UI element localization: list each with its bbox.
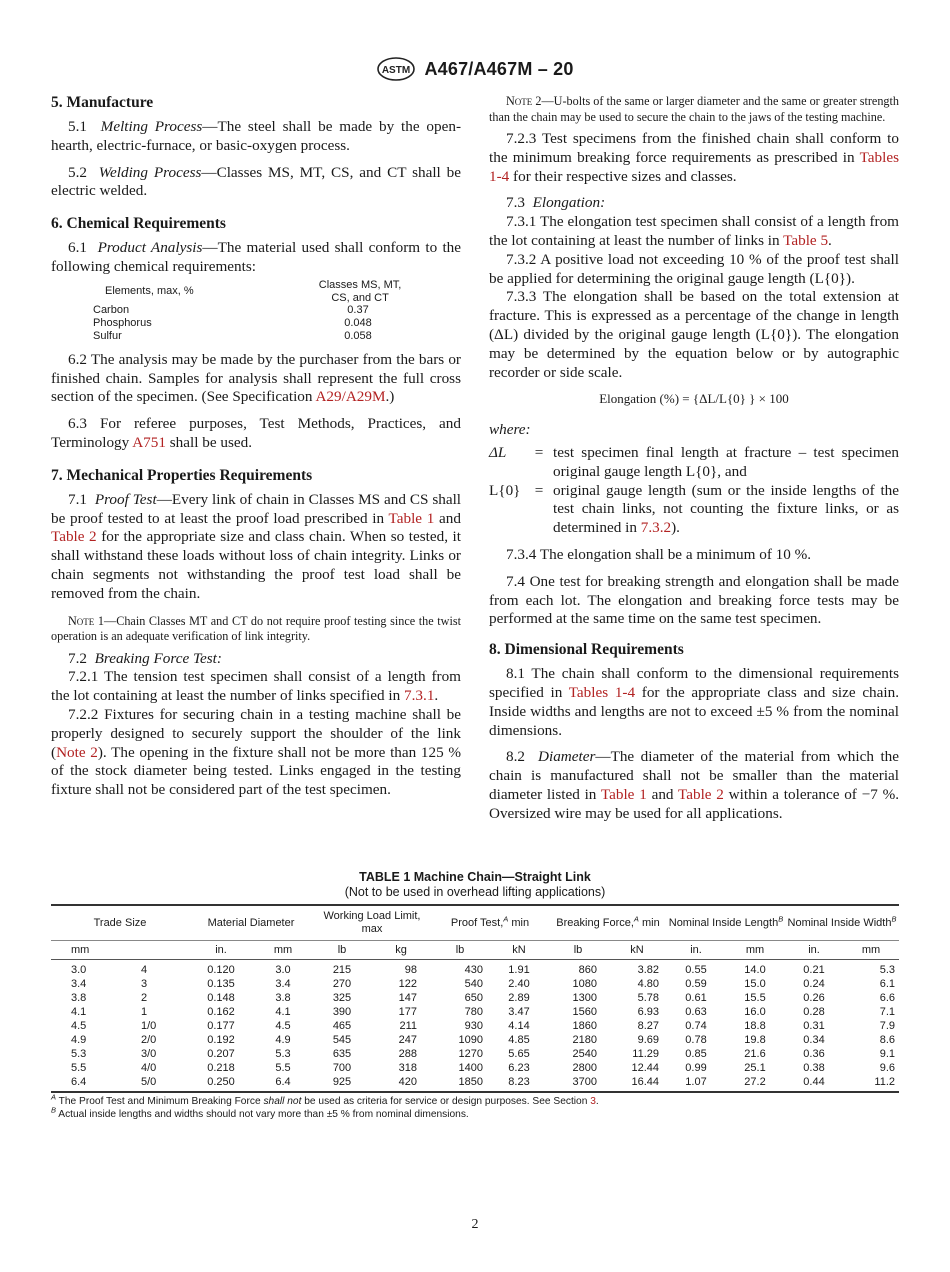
table-cell: 6.93 xyxy=(637,1006,659,1018)
section-8-heading: 8. Dimensional Requirements xyxy=(489,641,684,659)
table-row xyxy=(51,1075,899,1092)
paragraph-7-3-2: 7.3.2 A positive load not exceeding 10 % of the proof test shall be applied for determining the original gauge length (L{0}). xyxy=(489,250,899,287)
paragraph-6-1: 6.1 Product Analysis—The material used shall conform to the following chemical requirements: xyxy=(51,239,461,275)
table-cell: 650 xyxy=(464,992,483,1004)
table-cell: 0.148 xyxy=(207,992,235,1004)
table-cell: 6.6 xyxy=(879,992,895,1004)
table-cell: 18.8 xyxy=(744,1020,766,1032)
table-cell: 3/0 xyxy=(141,1048,157,1060)
table-cell: 1850 xyxy=(431,1075,489,1092)
table-cell: 0.177 xyxy=(207,1020,235,1032)
table-cell: 1400 xyxy=(458,1062,483,1074)
table-cell: 4 xyxy=(141,964,148,976)
table-cell: 1.91 xyxy=(508,964,530,976)
paragraph-7-3: 7.3 Elongation: xyxy=(506,194,606,212)
link-7-3-2[interactable]: 7.3.2 xyxy=(640,519,672,537)
astm-logo-icon xyxy=(376,56,416,82)
table-cell: 2.89 xyxy=(508,992,530,1004)
page-number: 2 xyxy=(471,1217,479,1232)
table-cell: 177 xyxy=(398,1006,417,1018)
table-cell: 11.29 xyxy=(632,1048,659,1060)
table-cell: 0.36 xyxy=(803,1048,825,1060)
right-column xyxy=(489,94,899,832)
header-trade-size: Trade Size xyxy=(51,905,189,941)
page-header xyxy=(0,56,950,82)
table-cell: 1080 xyxy=(572,978,597,990)
table-cell: 0.99 xyxy=(685,1062,707,1074)
table-cell: 5/0 xyxy=(129,1075,189,1092)
table-cell: 0.34 xyxy=(803,1034,825,1046)
table-cell: 5.65 xyxy=(508,1048,530,1060)
table-row xyxy=(51,960,899,978)
table-1-title: TABLE 1 Machine Chain—Straight Link xyxy=(359,870,591,884)
table-cell: 3.8 xyxy=(71,992,87,1004)
table-cell: 3.0 xyxy=(71,964,87,976)
table-row xyxy=(51,1061,899,1075)
table-cell: 635 xyxy=(332,1048,352,1060)
table-cell: 0.218 xyxy=(207,1062,235,1074)
section-6-heading: 6. Chemical Requirements xyxy=(51,215,226,233)
table-cell: 0.21 xyxy=(803,964,825,976)
where-label: where: xyxy=(489,421,531,439)
table-cell: 2 xyxy=(141,992,148,1004)
table-cell: 465 xyxy=(332,1020,352,1032)
link-tables-1-4[interactable]: Tables 1-4 xyxy=(568,683,636,701)
table-cell: 1090 xyxy=(458,1034,483,1046)
table-cell: 0.162 xyxy=(207,1006,235,1018)
table-1 xyxy=(51,870,899,1121)
table-cell: 2180 xyxy=(572,1034,597,1046)
table-cell: 5.3 xyxy=(879,964,895,976)
link-table-1[interactable]: Table 1 xyxy=(600,785,647,803)
table-cell: 122 xyxy=(398,978,417,990)
table-cell: 0.63 xyxy=(685,1006,707,1018)
link-table-2[interactable]: Table 2 xyxy=(51,528,97,546)
table-cell: 0.26 xyxy=(803,992,825,1004)
table-cell: 1270 xyxy=(458,1048,483,1060)
table-cell: 3.8 xyxy=(275,992,291,1004)
note-1: Note 1—Chain Classes MT and CT do not require proof testing since the twist operation is an adequate verification of link integrity. xyxy=(51,613,461,644)
table-cell: 1300 xyxy=(572,992,597,1004)
table-cell: 12.44 xyxy=(631,1062,659,1074)
table-cell: 270 xyxy=(332,978,352,990)
table-cell: 0.59 xyxy=(685,978,707,990)
table-cell: 2/0 xyxy=(141,1034,157,1046)
table-1-subtitle: (Not to be used in overhead lifting applications) xyxy=(344,885,606,899)
table-cell: 860 xyxy=(578,964,597,976)
table-cell: 11.2 xyxy=(843,1075,899,1092)
header-inside-length: Nominal Inside Length$^B$ xyxy=(667,905,785,941)
table-cell: 5.78 xyxy=(637,992,659,1004)
table-cell: 5.3 xyxy=(275,1048,291,1060)
link-tables-1-4[interactable]: Tables 1-4 xyxy=(489,148,899,185)
table-cell: 8.6 xyxy=(879,1034,895,1046)
link-table-5[interactable]: Table 5 xyxy=(783,231,829,249)
link-note-2[interactable]: Note 2 xyxy=(56,743,98,761)
table-cell: 3.0 xyxy=(275,964,291,976)
units-row: mm in. mm lb kg lb kN lb kN in. mm in. mm xyxy=(51,941,899,960)
left-column xyxy=(51,94,461,808)
table-cell: 925 xyxy=(313,1075,371,1092)
table-cell: 0.61 xyxy=(685,992,707,1004)
chem-row: Phosphorus 0.048 xyxy=(93,317,372,330)
paragraph-7-3-1: 7.3.1 The elongation test specimen shall consist of a length from the lot containing at least the number of links in Table 5. xyxy=(489,213,899,249)
table-cell: 545 xyxy=(332,1034,352,1046)
table-cell: 540 xyxy=(464,978,483,990)
table-cell: 0.135 xyxy=(207,978,235,990)
table-cell: 780 xyxy=(464,1006,483,1018)
table-cell: 2800 xyxy=(572,1062,597,1074)
paragraph-7-2-2: 7.2.2 Fixtures for securing chain in a testing machine shall be properly designed to securely support the shoulder of the link (Note 2). The opening in the fixture shall not be more than 125 % of the stock diameter being tested. Links engaged in the testing fixture shall not be considered part of the test specimen. xyxy=(51,705,461,799)
table-cell: 2.40 xyxy=(508,978,530,990)
table-cell: 3.47 xyxy=(508,1006,530,1018)
table-cell: 147 xyxy=(398,992,417,1004)
table-cell: 16.44 xyxy=(607,1075,667,1092)
table-cell: 0.74 xyxy=(685,1020,707,1032)
table-cell: 0.31 xyxy=(803,1020,825,1032)
chem-row: Carbon 0.37 xyxy=(93,304,369,317)
table-cell: 4/0 xyxy=(141,1062,157,1074)
table-cell: 0.85 xyxy=(685,1048,707,1060)
table-row xyxy=(51,1019,899,1033)
table-cell: 700 xyxy=(332,1062,352,1074)
table-cell: 3700 xyxy=(549,1075,607,1092)
table-cell: 14.0 xyxy=(744,964,766,976)
paragraph-7-4: 7.4 One test for breaking strength and elongation shall be made from each lot. The elongation and breaking force tests may be performed at the same time on the same test specimen. xyxy=(489,572,899,628)
table-cell: 1/0 xyxy=(141,1020,157,1032)
table-cell: 1 xyxy=(141,1006,148,1018)
chem-row: Sulfur 0.058 xyxy=(93,329,372,342)
table-cell: 215 xyxy=(332,964,352,976)
link-table-2[interactable]: Table 2 xyxy=(678,785,724,803)
table-row xyxy=(51,1005,899,1019)
table-cell: 0.24 xyxy=(803,978,825,990)
table-cell: 0.28 xyxy=(803,1006,825,1018)
table-cell: 1560 xyxy=(572,1006,597,1018)
link-a751[interactable]: A751 xyxy=(132,433,166,451)
paragraph-7-3-4: 7.3.4 The elongation shall be a minimum of 10 %. xyxy=(506,545,812,563)
table-cell: 247 xyxy=(398,1034,417,1046)
section-5-heading: 5. Manufacture xyxy=(51,94,154,111)
paragraph-5-2: 5.2 Welding Process—Classes MS, MT, CS, and CT shall be electric welded. xyxy=(51,163,461,200)
table-cell: 4.5 xyxy=(275,1020,291,1032)
table-cell: 15.0 xyxy=(744,978,766,990)
table-cell: 325 xyxy=(332,992,352,1004)
definition-l0: L{0} = original gauge length (sum or the inside lengths of the test chain links, not counting the fixture links, or as determined in 7.3.2). xyxy=(489,481,899,537)
header-working-load-limit: Working Load Limit, max xyxy=(313,905,431,941)
table-row xyxy=(51,1033,899,1047)
table-cell: 3.4 xyxy=(275,978,291,990)
svg-text:ASTM: ASTM xyxy=(382,65,411,76)
table-cell: 1860 xyxy=(572,1020,597,1032)
link-a29[interactable]: A29/A29M xyxy=(315,388,386,406)
table-cell: 930 xyxy=(464,1020,483,1032)
table-cell: 9.1 xyxy=(879,1048,895,1060)
table-cell: 2540 xyxy=(572,1048,597,1060)
table-cell: 0.192 xyxy=(207,1034,235,1046)
table-cell: 6.1 xyxy=(879,978,895,990)
table-cell: 0.38 xyxy=(803,1062,825,1074)
paragraph-7-2-1: 7.2.1 The tension test specimen shall consist of a length from the lot containing at least the number of links specified in 7.3.1. xyxy=(51,668,461,705)
table-cell: 21.6 xyxy=(744,1048,766,1060)
table-cell: 5.5 xyxy=(275,1062,291,1074)
header-proof-test: Proof Test,$^A$ min xyxy=(431,905,549,941)
table-cell: 9.6 xyxy=(879,1062,895,1074)
table-cell: 5.3 xyxy=(71,1048,87,1060)
table-cell: 4.14 xyxy=(508,1020,530,1032)
chem-header-elements: Elements, max, % xyxy=(105,284,194,297)
link-7-3-1[interactable]: 7.3.1 xyxy=(404,687,435,705)
table-cell: 27.2 xyxy=(725,1075,785,1092)
table-cell: 420 xyxy=(371,1075,431,1092)
paragraph-8-2: 8.2 Diameter—The diameter of the material from which the chain is manufactured shall not be smaller than the material diameter listed in Table 1 and Table 2 within a tolerance of −7 %. Oversized wire may be used for all applications. xyxy=(489,748,900,822)
paragraph-7-3-3: 7.3.3 The elongation shall be based on the total extension at fracture. This is expressed as a percentage of the change in length (ΔL) divided by the original gauge length (L{0}). The elongation may be determined by the equation below or by autographic recorder or side scale. xyxy=(489,288,899,381)
table-cell: 211 xyxy=(399,1020,417,1032)
table-cell: 390 xyxy=(332,1006,352,1018)
paragraph-7-1: 7.1 Proof Test—Every link of chain in Classes MS and CS shall be proof tested to at least the proof load prescribed in Table 1 and Table 2 for the appropriate size and class chain. When so tested, it shall withstand these loads without loss of chain integrity. Links or chain segments not withstanding the proof test load shall be removed from the chain. xyxy=(51,490,462,602)
table-cell: 6.23 xyxy=(508,1062,530,1074)
document-designation: A467/A467M – 20 xyxy=(424,58,574,79)
table-cell: 0.207 xyxy=(207,1048,235,1060)
table-cell: 4.85 xyxy=(508,1034,530,1046)
paragraph-8-1: 8.1 The chain shall conform to the dimensional requirements specified in Tables 1-4 for the appropriate class and size chain. Inside widths and lengths are not to exceed ±5 % from the nominal dimensions. xyxy=(489,665,899,739)
table-cell: 1.07 xyxy=(667,1075,725,1092)
paragraph-5-1: 5.1 Melting Process—The steel shall be made by the open-hearth, electric-furnace, or basic-oxygen process. xyxy=(51,118,462,154)
table-cell: 25.1 xyxy=(744,1062,766,1074)
table-cell: 8.23 xyxy=(489,1075,549,1092)
table-cell: 0.44 xyxy=(785,1075,843,1092)
table-cell: 0.250 xyxy=(189,1075,253,1092)
table-cell: 4.9 xyxy=(71,1034,87,1046)
elongation-formula: Elongation (%) = {ΔL/L{0} } × 100 xyxy=(599,391,789,407)
definition-delta-l: ΔL = test specimen final length at fracture – test specimen original gauge length L{0}, and xyxy=(489,443,899,480)
section-7-heading: 7. Mechanical Properties Requirements xyxy=(51,466,313,484)
table-cell: 0.120 xyxy=(207,964,235,976)
table-cell: 3.82 xyxy=(637,964,659,976)
table-cell: 7.1 xyxy=(879,1006,895,1018)
table-cell: 6.4 xyxy=(253,1075,313,1092)
table-cell: 98 xyxy=(404,964,417,976)
table-cell: 430 xyxy=(464,964,483,976)
header-inside-width: Nominal Inside Width$^B$ xyxy=(785,905,899,941)
header-material-diameter: Material Diameter xyxy=(189,905,313,941)
table-cell: 3 xyxy=(141,978,148,990)
table-cell: 4.5 xyxy=(71,1020,87,1032)
chemical-requirements-table xyxy=(93,279,413,343)
table-cell: 0.78 xyxy=(685,1034,707,1046)
link-table-1[interactable]: Table 1 xyxy=(388,509,435,527)
table-cell: 8.27 xyxy=(637,1020,659,1032)
table-cell: 0.55 xyxy=(685,964,707,976)
table-cell: 9.69 xyxy=(637,1034,659,1046)
table-row xyxy=(51,977,899,991)
table-cell: 3.4 xyxy=(71,978,87,990)
table-cell: 6.4 xyxy=(51,1075,129,1092)
paragraph-6-2: 6.2 The analysis may be made by the purchaser from the bars or finished chain. Samples for analysis shall represent the full cross section of the specimen. (See Specification A29/A29M.) xyxy=(51,350,461,406)
table-1-footnotes xyxy=(51,1092,899,1121)
paragraph-7-2-3: 7.2.3 Test specimens from the finished chain shall conform to the minimum breaking force requirements as prescribed in Tables 1-4 for their respective sizes and classes. xyxy=(489,130,899,185)
header-breaking-force: Breaking Force,$^A$ min xyxy=(549,905,667,941)
note-2: Note 2—U-bolts of the same or larger diameter and the same or greater strength than the chain may be used to secure the chain to the jaws of the testing machine. xyxy=(489,94,899,124)
table-cell: 288 xyxy=(398,1048,417,1060)
footnote-b: $^B$ Actual inside lengths and widths should not vary more than ±5 % from nominal dimensions. xyxy=(51,1105,469,1120)
table-cell: 4.1 xyxy=(275,1006,291,1018)
machine-chain-table xyxy=(51,904,899,1093)
link-section-3[interactable]: 3 xyxy=(590,1096,596,1107)
table-cell: 15.5 xyxy=(744,992,766,1004)
table-row xyxy=(51,991,899,1005)
table-row xyxy=(51,1047,899,1061)
paragraph-6-3: 6.3 For referee purposes, Test Methods, Practices, and Terminology A751 shall be used. xyxy=(51,415,461,451)
table-cell: 7.9 xyxy=(879,1020,895,1032)
table-cell: 16.0 xyxy=(744,1006,766,1018)
table-cell: 5.5 xyxy=(71,1062,87,1074)
table-cell: 4.1 xyxy=(71,1006,87,1018)
footnote-a: $^A$ The Proof Test and Minimum Breaking Force shall not be used as criteria for service or design purposes. See Section 3. xyxy=(51,1092,599,1107)
table-cell: 4.9 xyxy=(275,1034,291,1046)
table-cell: 19.8 xyxy=(744,1034,766,1046)
table-cell: 318 xyxy=(398,1062,417,1074)
chem-header-classes: Classes MS, MT, CS, and CT xyxy=(318,278,402,304)
paragraph-7-2: 7.2 Breaking Force Test: xyxy=(68,649,222,667)
table-cell: 4.80 xyxy=(637,978,659,990)
